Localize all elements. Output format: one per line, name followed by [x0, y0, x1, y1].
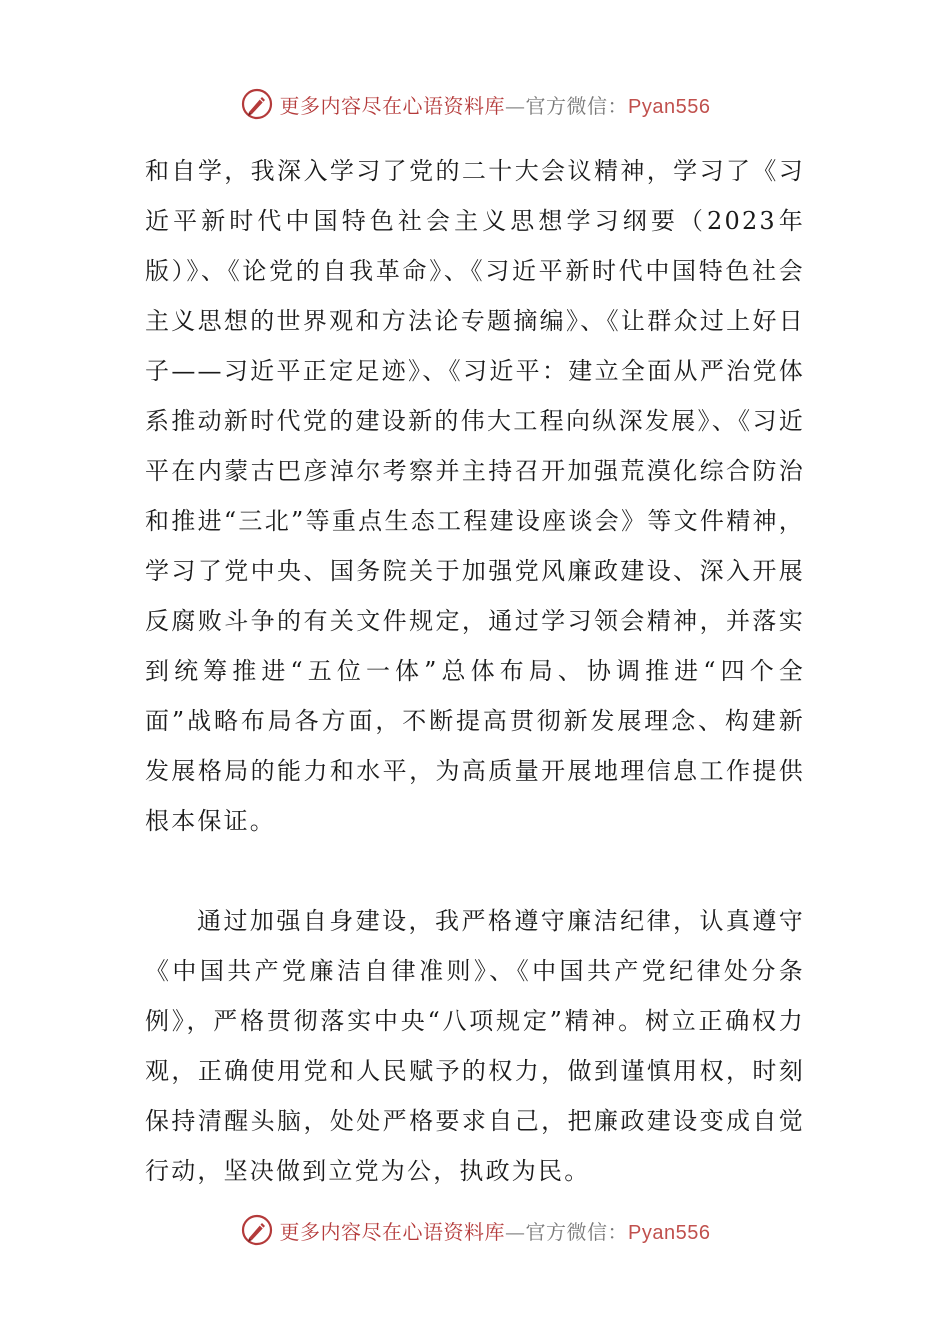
footer-banner-inner — [240, 1213, 711, 1247]
footer-banner-text — [280, 1216, 711, 1245]
footer-banner — [0, 1210, 950, 1250]
pen-logo-icon — [240, 1213, 274, 1247]
pen-logo-icon — [240, 87, 274, 121]
document-body — [145, 146, 805, 1196]
footer-banner-brand: Pyan556 — [628, 1221, 711, 1244]
header-banner-label: 官方微信： — [525, 93, 629, 118]
header-banner-main: 更多内容尽在心语资料库 — [279, 93, 506, 118]
header-banner — [0, 84, 950, 124]
paragraph-study: 和自学，我深入学习了党的二十大会议精神，学习了《习近平新时代中国特色社会主义思想学习纲要（2023年版）》、《论党的自我革命》、《习近平新时代中国特色社会主义思想的世界观和方法论专题摘编》、《让群众过上好日子——习近平正定足迹》、《习近平：建立全面从严治党体系推动新时代党的建设新的伟大工程向纵深发展》、《习近平在内蒙古巴彦淖尔考察并主持召开加强荒漠化综合防治和推进“三北”等重点生态工程建设座谈会》等文件精神，学习了党中央、国务院关于加强党风廉政建设、深入开展反腐败斗争的有关文件规定，通过学习领会精神，并落实到统筹推进“五位一体”总体布局、协调推进“四个全面”战略布局各方面，不断提高贯彻新发展理念、构建新发展格局的能力和水平，为高质量开展地理信息工作提供根本保证。 — [145, 157, 805, 835]
paragraph-self-discipline: 通过加强自身建设，我严格遵守廉洁纪律，认真遵守《中国共产党廉洁自律准则》、《中国共产党纪律处分条例》，严格贯彻落实中央“八项规定”精神。树立正确权力观，正确使用党和人民赋予的权力，做到谨慎用权，时刻保持清醒头脑，处处严格要求自己，把廉政建设变成自觉行动，坚决做到立党为公，执政为民。 — [145, 907, 805, 1185]
footer-banner-label: 官方微信： — [525, 1219, 629, 1244]
footer-banner-main: 更多内容尽在心语资料库 — [279, 1219, 506, 1244]
header-banner-inner — [240, 87, 711, 121]
footer-banner-dash: — — [505, 1219, 526, 1244]
header-banner-dash: — — [505, 93, 526, 118]
header-banner-brand: Pyan556 — [628, 95, 711, 118]
header-banner-text — [280, 90, 711, 119]
paragraph-gap — [145, 846, 805, 896]
